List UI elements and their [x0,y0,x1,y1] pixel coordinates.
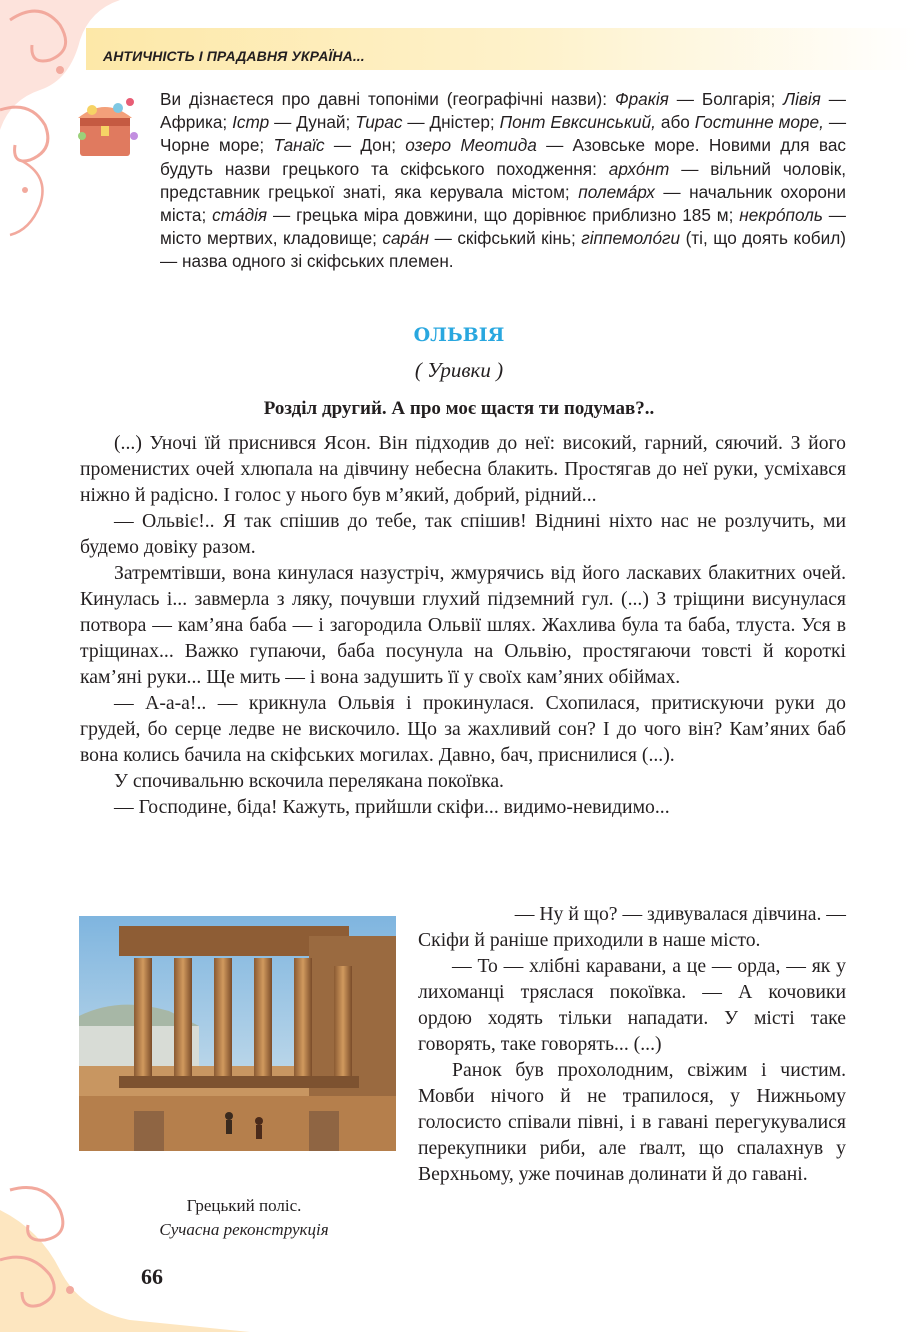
story-paragraph: (...) Уночі їй приснився Ясон. Він підходив до неї: високий, гарний, сяючий. З його променистих очей хлюпала на дівчину небесна блакить. Простягав до неї руки, усміхався ніжно й радісно. І голос у нього був м’який, добрий, рідний... [80,432,846,506]
story-paragraph: — Ну й що? — здивувалася дівчина. — [514,903,846,925]
story-paragraph: — То — хлібні каравани, а це — орда, — як у лихоманці тряслася покоївка. — А кочовики ордою ходять тільки нападати. У місті таке говорять, таке говорять... (...) [418,955,846,1055]
greek-polis-illustration [79,916,396,1151]
story-paragraph: Ранок був прохолодним, свіжим і чистим. Мовби нічого й не трапилося, у Нижньому голосисто співали півні, і в гавані перегукувалися перекупники риби, але ґвалт, що спалахнув у Верхньому, уже починав долинати й до гавані. [418,1059,846,1185]
story-paragraph: Затремтівши, вона кинулася назустріч, жмурячись від його ласкавих блакитних очей. Кинулась і... завмерла з ляку, почувши глухий підземний гул. (...) З тріщини висунулася потвора — кам’яна баба — і загородила Ольвії шлях. Жахлива була та баба, тлуста. Уся в тріщинах... Важко гупаючи, баба посунула на Ольвію, простягаючи товсті й короткі кам’яні руки... Ще мить — і вона задушить її у своїх кам’яних обіймах. [80,562,846,688]
story-paragraph: Скіфи й раніше приходили в наше місто. [418,929,761,951]
intro-term: Тирас [355,112,403,133]
intro-text: — вільний чоловік, представник грецької знаті, яка керувала містом; [160,158,846,202]
intro-text: — Африка; [160,89,846,133]
story-title: ОЛЬВІЯ [413,324,505,346]
intro-text: — скіфський кінь; [429,228,582,249]
intro-text: — Чорне море; [160,112,847,156]
intro-text: — Болгарія; [668,89,784,109]
intro-text: (ті, що доять кобил) — назва одного зі скіфських племен. [160,228,846,272]
intro-term: полемáрх [578,181,655,202]
caption-subtitle: Сучасна реконструкція [159,1220,329,1239]
intro-term: гіппемолóги [581,228,681,249]
running-header: АНТИЧНІСТЬ І ПРАДАВНЯ УКРАЇНА... [103,48,365,64]
intro-term: архóнт [608,158,670,179]
chapter-heading: Розділ другий. А про моє щастя ти подумав?.. [263,398,655,419]
treasure-chest-icon [74,96,140,160]
intro-text: — місто мертвих, кладовище; [160,205,846,249]
story-body [80,430,846,820]
intro-term: Лівія [783,89,821,109]
story-paragraph: У спочивальню вскочила перелякана покоївка. [114,770,504,792]
intro-term: Гостинне море, [694,112,824,133]
intro-term: Істр [232,112,270,133]
story-paragraph: — Ольвіє!.. Я так спішив до тебе, так спішив! Віднині ніхто нас не розлучить, ми будемо довіку разом. [80,510,846,558]
intro-text: — грецька міра довжини, що дорівнює приблизно 185 м; [267,205,740,226]
intro-term: стáдія [212,205,268,226]
intro-term: Фракія [614,89,669,109]
story-paragraph: — Господине, біда! Кажуть, прийшли скіфи... видимо-невидимо... [114,796,670,818]
intro-text: — Азовське море. Новими для вас будуть назви грецького та скіфського походження: [160,135,846,179]
intro-text: або [655,112,695,133]
page-number: 66 [141,1264,163,1289]
story-subtitle: ( Уривки ) [414,358,504,382]
intro-text: Ви дізнаєтеся про давні топоніми (географічні назви): [160,89,615,109]
caption-title: Грецький поліс. [186,1196,302,1215]
intro-text: — Дунай; [269,112,356,133]
intro-term: сарáн [382,228,430,249]
story-body-continued [418,901,846,1187]
intro-text: — Дністер; [402,112,500,133]
intro-term: Танаїс [273,135,325,156]
intro-term: Понт Евксинський, [499,112,656,133]
figure-caption [79,1194,409,1242]
intro-text: — начальник охорони міста; [160,181,846,226]
intro-text: — Дон; [324,135,406,156]
intro-paragraph [160,88,846,274]
intro-term: некрóполь [739,205,823,226]
story-paragraph: — А-а-а!.. — крикнула Ольвія і прокинулася. Схопилася, притискуючи руки до грудей, бо серце ледве не вискочило. Що за жахливий сон? І до чого він? Кам’яних баб вона колись бачила на скіфських могилах. Давно, бач, приснилися (...). [80,692,846,766]
intro-term: озеро Меотида [405,135,537,156]
